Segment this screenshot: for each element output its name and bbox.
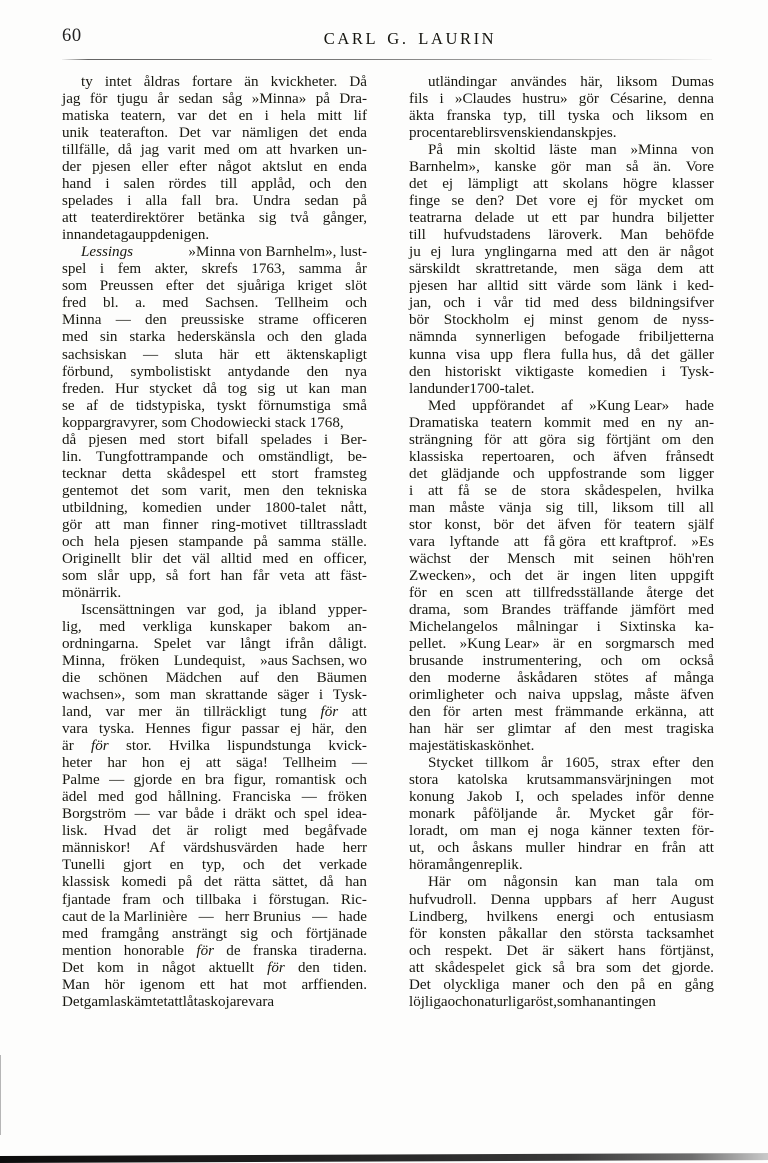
text-line: tillfälle, då jag varit med om att hvarken un- [62, 142, 367, 159]
text-line: hufvudroll. Denna uppbars af herr August [409, 891, 714, 908]
text-line: der pjesen eller efter något aktslut en enda [62, 159, 367, 176]
text-line: sachsiskan — sluta här ett äktenskapligt [62, 346, 367, 363]
italic-word: Lessings [81, 244, 134, 261]
running-title: CARL G. LAURIN [323, 29, 497, 48]
text-line: lin. Tungfottrampande och omständligt, be- [62, 448, 367, 465]
text-line: och hela pjesen stampande på samma ställe. [62, 533, 367, 550]
text-line: mönärrik. [62, 584, 122, 601]
italic-word: för [267, 959, 285, 976]
text-line: procentareblirsvenskiendanskpjes. [409, 125, 617, 142]
italic-word: för [196, 942, 215, 959]
text-line: Man hör igenom ett hat mot arffienden. [62, 976, 367, 993]
paragraph [62, 244, 367, 602]
text-line: innandetagauppdenigen. [62, 227, 210, 244]
text-line: fred bl. a. med Sachsen. Tellheim och [62, 295, 367, 312]
text-line: är för stor. Hvilka lispundstunga kvick- [62, 738, 367, 755]
text-line: utbildning, komedien under 1800-talet nått, [62, 499, 367, 516]
text-line: att skådespelet gick så bra som det gjorde. [409, 959, 714, 976]
text-line: löjligaochonaturligaröst,somhanantingen [409, 993, 656, 1010]
text-line: fils i »Claudes hustru» gör Césarine, denna [409, 91, 714, 108]
text-line: den för arten mest främmande erkänna, att [409, 704, 714, 721]
text-line: kunna visa upp flera fulla hus, då det gäller [409, 346, 714, 363]
text-line: Palme — gjorde en bra figur, romantisk och [62, 772, 367, 789]
body-columns [62, 74, 714, 1011]
text-line: freden. Hur stycket då tog sig ut kan man [62, 380, 367, 397]
text-line: bör Stockholm ej minst genom de nyss- [409, 312, 714, 329]
header-rule [62, 59, 712, 60]
text-line: Iscensättningen var god, ja ibland ypper- [81, 601, 367, 618]
text-line: jag för tjugu år sedan såg »Minna» på Dra- [62, 91, 367, 108]
text-line: Lindberg, hvilkens energi och entusiasm [409, 908, 714, 925]
text-line: fjantade fram och tillbaka i förstugan. Ric- [62, 891, 367, 908]
text-line: koppargravyrer, som Chodowiecki stack 1768, [62, 414, 344, 431]
text-line: wächst der Mensch mit seinen höh'ren [409, 550, 714, 567]
text-line: strängning för att göra sig förtjänt om den [409, 431, 714, 448]
text-line: det ej lämpligt att skolans högre klasser [409, 176, 714, 193]
text-line: ädel med god hållning. Franciska — fröken [62, 789, 367, 806]
text-line: majestätiskaskönhet. [409, 738, 535, 755]
text-line: Barnhelm», kanske gör man så än. Vore [409, 159, 714, 176]
paragraph [62, 602, 367, 1011]
text-line: vara tyska. Hennes figur passar ej här, den [62, 721, 367, 738]
text-line: höramångenreplik. [409, 857, 523, 874]
text-line: drama, som Brandes träffande jämfört med [409, 601, 714, 618]
text-line: utländingar användes här, liksom Dumas [428, 74, 714, 90]
text-line: wachsen», som man skrattande säger i Tysk- [62, 687, 367, 704]
text-line: klassisk komedi på det rätta sättet, då han [62, 874, 367, 891]
text-line: loradt, om man ej noga känner texten för- [409, 823, 714, 840]
text-line: spelades i alla fall bra. Undra sedan på [62, 193, 367, 210]
text-line: till hufvudstadens läroverk. Man behöfde [409, 227, 714, 244]
text-line: Dramatiska teatern kommit med en ny an- [409, 414, 714, 431]
text-line: med sin starka hederskänsla och den glada [62, 329, 367, 346]
right-text-column [409, 74, 714, 1011]
text-line: hand i salen rördes till applåd, och den [62, 176, 367, 193]
text-line: vara lyftande att få göra ett kraftprof. »Es [409, 533, 714, 550]
text-line: att teaterdirektörer betänka sig två gånger, [62, 210, 367, 227]
text-line: Michelangelos målningar i Sixtinska ka- [409, 619, 714, 635]
scan-edge-bottom [0, 1153, 768, 1163]
text-line: Borgström — var både i dräkt och spel idea- [62, 806, 367, 823]
paragraph [62, 74, 367, 244]
paragraph [409, 74, 714, 142]
paragraph [409, 755, 714, 874]
text-line: människor! Af värdshusvärden hade herr [62, 840, 367, 857]
italic-word: för [320, 704, 339, 721]
text-line: Minna — den preussiske strame officeren [62, 312, 367, 329]
left-text-column [62, 74, 367, 1011]
text-line: brusande instrumentering, och om också [409, 653, 714, 670]
paragraph [409, 874, 714, 1010]
text-line: stora katolska krutsammansvärjningen mot [409, 772, 714, 789]
text-line: konung Jakob I, och spelades inför denne [409, 789, 714, 806]
text-line: På min skoltid läste man »Minna von [428, 142, 714, 159]
text-line: Originellt blir det väl alltid med en officer, [62, 550, 367, 567]
text-line: då pjesen med stort bifall spelades i Ber- [62, 431, 367, 448]
text-line: orimligheter och naiva uppslag, måste äfven [409, 687, 714, 704]
text-line: den moderne åskådaren stötes af många [409, 670, 714, 687]
text-line: pellet. »Kung Lear» är en sorgmarsch med [409, 636, 714, 653]
scan-edge-left [0, 1055, 1, 1135]
text-line: för konsten påkallar den största tacksamhet [409, 925, 714, 942]
text-line: Lessings »Minna von Barnhelm», lust- [81, 244, 367, 261]
text-line: matiska teatern, var det en i hela mitt lif [62, 108, 367, 125]
text-line: land, var mer än tillräckligt tung för att [62, 704, 367, 721]
text-line: mention honorable för de franska tiraderna. [62, 942, 367, 959]
text-line: pjesen har alltid sitt värde som länk i ked- [409, 278, 714, 295]
text-line: Det kom in något aktuellt för den tiden. [62, 959, 367, 976]
text-line: Det olyckliga maner och den på en gång [409, 976, 714, 993]
text-line: jan, och i vår tid med dess bildningsifver [409, 295, 714, 312]
italic-word: för [91, 738, 109, 755]
text-line: ordningarna. Spelet var långt ifrån dåligt. [62, 636, 367, 653]
text-line: lisk. Hvad det är roligt med begåfvade [62, 823, 367, 840]
text-line: med framgång ansträngt sig och förtjänade [62, 925, 367, 942]
text-line: och respekt. Det är säkert hans förtjänst, [409, 942, 714, 959]
text-line: ju ej lura ynglingarna med att den är något [409, 244, 714, 261]
text-line: Här om någonsin kan man tala om [428, 874, 714, 891]
text-line: spel i fem akter, skrefs 1763, samma år [62, 261, 367, 278]
text-line: finge se den? Det vore ej för mycket om [409, 193, 714, 210]
text-line: heter har hon ej att säga! Tellheim — [62, 755, 367, 772]
text-line: som Preussen efter det sjuåriga kriget slöt [62, 278, 367, 295]
paragraph [409, 142, 714, 397]
text-line: han här ser glimtar af den mest tragiska [409, 721, 714, 738]
text-line: nämnda synnerligen befogade fribiljetterna [409, 329, 714, 346]
text-line: die schönen Mädchen auf den Bäumen [62, 670, 367, 687]
text-line: Zwecken», och det är ingen liten uppgift [409, 567, 714, 584]
text-line: den historiskt viktigaste komedien i Tysk- [409, 363, 714, 380]
text-line: lig, med verkliga kunskaper bakom an- [62, 619, 367, 635]
text-line: Minna, fröken Lundequist, »aus Sachsen, wo [62, 653, 367, 670]
text-line: ut, och åskans muller hindrar en från att [409, 840, 714, 857]
text-line: Stycket tillkom år 1605, strax efter den [428, 755, 714, 772]
text-line: förbund, symbolistiskt antydande den nya [62, 363, 367, 380]
text-line: klassiska repertoaren, och äfven frånsedt [409, 448, 714, 465]
text-line: Detgamlaskämtetattlåtaskojarevara [62, 993, 275, 1010]
text-line: tecknar detta skådespel ett stort framsteg [62, 465, 367, 482]
page-number: 60 [62, 26, 82, 46]
text-line: landunder1700-talet. [409, 380, 535, 397]
text-line: Tunelli gjort en typ, och det verkade [62, 857, 367, 874]
text-line: äkta franska typ, till tyska och liksom en [409, 108, 714, 125]
paragraph [409, 398, 714, 756]
text-line: i att få se de stora skådespelen, hvilka [409, 482, 714, 499]
text-line: gör att man finner ring-motivet tilltrassladt [62, 516, 367, 533]
text-line: särskildt skrattretande, men säga dem att [409, 261, 714, 278]
page-header [62, 26, 710, 56]
text-line: man måste vänja sig till, liksom till all [409, 499, 714, 516]
text-line: Med uppförandet af »Kung Lear» hade [428, 397, 714, 414]
text-line: teatrarna delade ut ett par hundra biljetter [409, 210, 714, 227]
text-line: caut de la Marlinière — herr Brunius — hade [62, 908, 367, 925]
text-line: det glädjande och uppfostrande som ligger [409, 465, 714, 482]
text-line: ty intet åldras fortare än kvickheter. Då [81, 74, 367, 90]
text-line: se af de tidstypiska, tyskt förnumstiga små [62, 397, 367, 414]
text-line: stor konst, bör det äfven för teatern själf [409, 516, 714, 533]
text-line: för en scen att tillfredsställande återge det [409, 584, 714, 601]
text-line: som slår upp, så fort han får veta att fäst- [62, 567, 367, 584]
text-line: monark påföljande år. Mycket går för- [409, 806, 714, 823]
text-line: unik teaterafton. Det var nämligen det enda [62, 125, 367, 142]
text-line: gentemot det som varit, men den tekniska [62, 482, 367, 499]
